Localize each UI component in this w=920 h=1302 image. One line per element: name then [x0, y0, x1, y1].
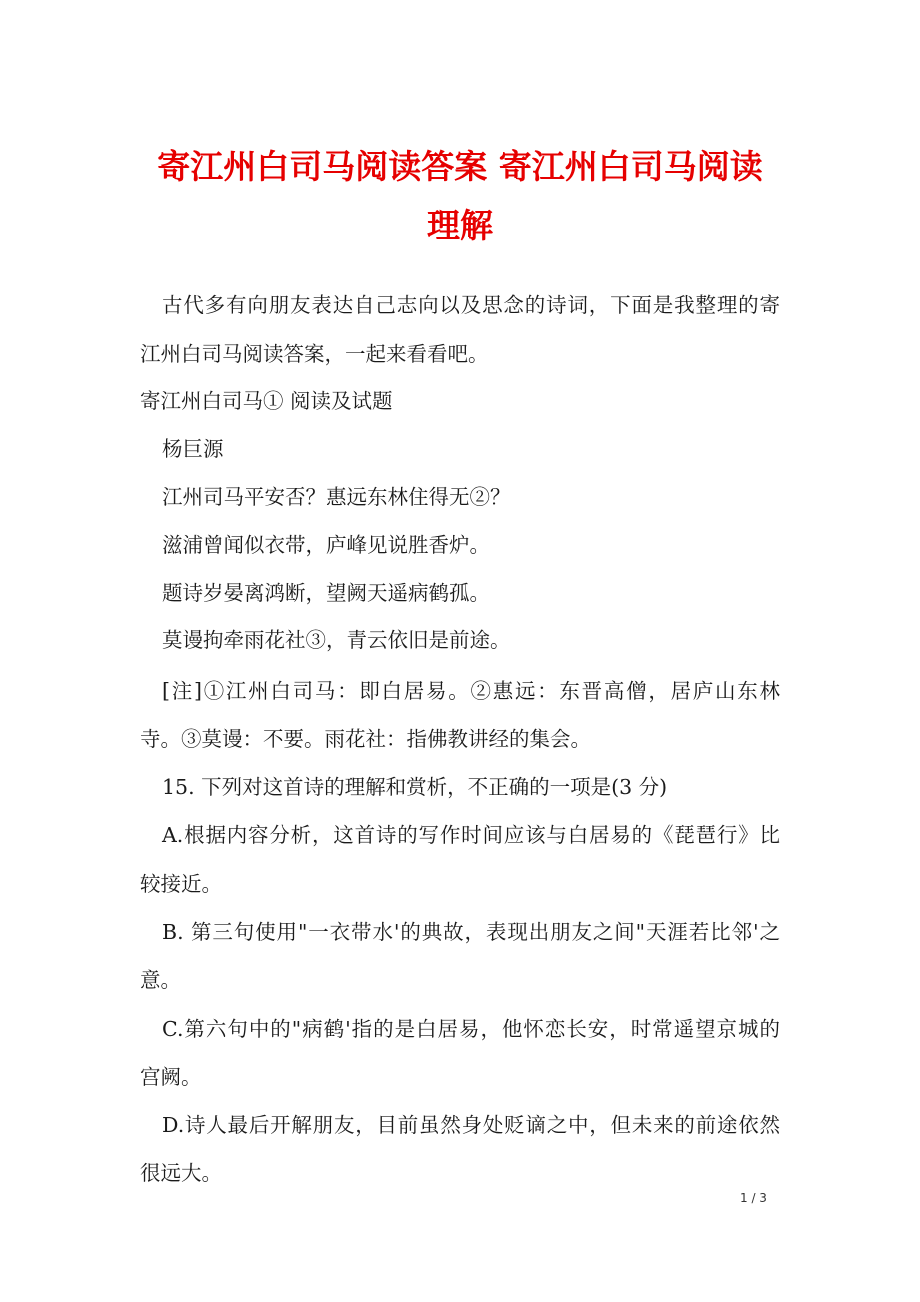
intro-line-2: 江州白司马阅读答案，一起来看看吧。: [140, 342, 489, 366]
notes-line-1: [注]①江州白司马：即白居易。②惠远：东晋高僧，居庐山东林: [162, 679, 780, 703]
option-a-line-1: A.根据内容分析，这首诗的写作时间应该与白居易的《琵琶行》比: [162, 823, 780, 847]
option-b-line-2: 意。: [140, 968, 181, 992]
option-b-line-1: B. 第三句使用"一衣带水'的典故，表现出朋友之间"天涯若比邻'之: [162, 920, 780, 944]
poem-heading: 寄江州白司马① 阅读及试题: [140, 389, 393, 413]
question-15: 15. 下列对这首诗的理解和赏析，不正确的一项是(3 分): [162, 775, 668, 799]
intro-line-1: 古代多有向朋友表达自己志向以及思念的诗词，下面是我整理的寄: [162, 293, 780, 317]
notes-line-2: 寺。③莫谩：不要。雨花社：指佛教讲经的集会。: [140, 727, 591, 751]
poem-author: 杨巨源: [162, 437, 224, 461]
title-line-1: 寄江州白司马阅读答案 寄江州白司马阅读: [157, 147, 763, 186]
option-a-line-2: 较接近。: [140, 872, 222, 896]
title-line-2: 理解: [427, 206, 493, 245]
poem-line-1: 江州司马平安否？惠远东林住得无②？: [162, 485, 511, 509]
poem-line-4: 莫谩拘牵雨花社③，青云依旧是前途。: [162, 628, 511, 652]
option-d-line-1: D.诗人最后开解朋友，目前虽然身处贬谪之中，但未来的前途依然: [162, 1113, 780, 1137]
poem-line-3: 题诗岁晏离鸿断，望阙天遥病鹤孤。: [162, 581, 490, 605]
option-d-line-2: 很远大。: [140, 1161, 222, 1185]
option-c-line-1: C.第六句中的"病鹤'指的是白居易，他怀恋长安，时常遥望京城的: [162, 1017, 780, 1041]
poem-line-2: 滋浦曾闻似衣带，庐峰见说胜香炉。: [162, 533, 490, 557]
page-number: 1 / 3: [740, 1191, 767, 1205]
option-c-line-2: 宫阙。: [140, 1065, 202, 1089]
